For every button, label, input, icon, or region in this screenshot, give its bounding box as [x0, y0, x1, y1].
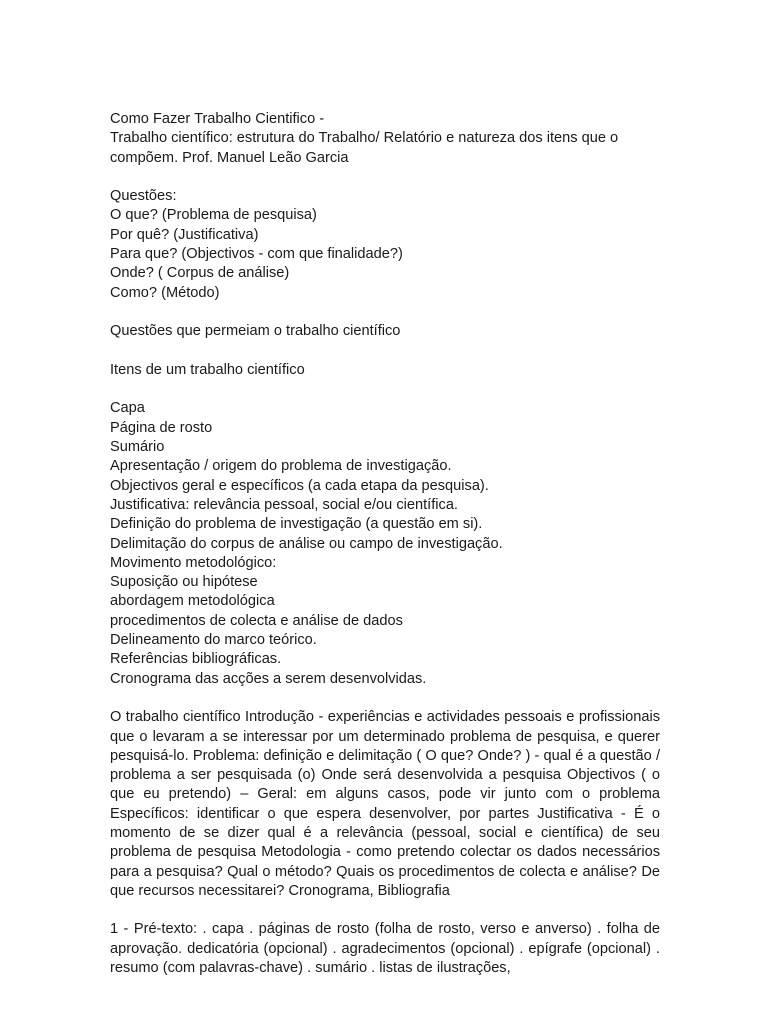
list-item: procedimentos de colecta e análise de dados: [110, 612, 403, 629]
list-item: Delimitação do corpus de análise ou campo de investigação.: [110, 535, 503, 552]
questions-heading: Questões:: [110, 188, 177, 205]
list-item: Referências bibliográficas.: [110, 651, 282, 668]
list-item: Movimento metodológico:: [110, 554, 277, 571]
list-item: Apresentação / origem do problema de investigação.: [110, 458, 452, 475]
list-item: Suposição ou hipótese: [110, 574, 258, 591]
document-subtitle-line-2: compõem. Prof. Manuel Leão Garcia: [110, 149, 349, 166]
list-item: Cronograma das acções a serem desenvolvidas.: [110, 670, 427, 687]
body-paragraph-1: O trabalho científico Introdução - experiências e actividades pessoais e profissionais que o levaram a se interessar por um determinado problema de pesquisa, e querer pesquisá-lo. Problema: definição e delimitação ( O que? Onde? ) - qual é a questão / problema a ser pesquisada (o) Onde será desenvolvida a pesquisa Objectivos ( o que eu pretendo) – Geral: em alguns casos, pode vir junto com o problema Específicos: identificar o que espera desenvolver, por partes Justificativa - É o momento de se dizer qual é a relevância (pessoal, social e científica) de seu problema de pesquisa Metodologia - como pretendo colectar os dados necessários para a pesquisa? Qual o método? Quais os procedimentos de colecta e análise? De que recursos necessitarei? Cronograma, Bibliografia: [110, 709, 660, 899]
list-item: Sumário: [110, 439, 165, 456]
document-subtitle-line-1: Trabalho científico: estrutura do Trabalho/ Relatório e natureza dos itens que o: [110, 130, 619, 147]
question-item: Onde? ( Corpus de análise): [110, 265, 290, 282]
list-item: Justificativa: relevância pessoal, social e/ou científica.: [110, 496, 458, 513]
list-item: Capa: [110, 400, 145, 417]
list-item: Página de rosto: [110, 419, 213, 436]
body-paragraph-2: 1 - Pré-texto: . capa . páginas de rosto (folha de rosto, verso e anverso) . folha de aprovação. dedicatória (opcional) . agradecimentos (opcional) . epígrafe (opcional) . resumo (com palavras-chave) . sumário . listas de ilustrações,: [110, 921, 660, 977]
document-title: Como Fazer Trabalho Cientifico -: [110, 111, 325, 127]
list-item: Objectivos geral e específicos (a cada etapa da pesquisa).: [110, 477, 489, 494]
question-item: Por quê? (Justificativa): [110, 226, 259, 243]
list-item: abordagem metodológica: [110, 593, 275, 610]
question-item: Para que? (Objectivos - com que finalidade?): [110, 246, 403, 263]
permeiam-heading: Questões que permeiam o trabalho científico: [110, 323, 401, 340]
list-item: Delineamento do marco teórico.: [110, 632, 317, 649]
list-item: Definição do problema de investigação (a questão em si).: [110, 516, 483, 533]
question-item: O que? (Problema de pesquisa): [110, 207, 317, 224]
itens-heading: Itens de um trabalho científico: [110, 361, 305, 378]
document-page: [110, 110, 660, 978]
question-item: Como? (Método): [110, 284, 220, 301]
